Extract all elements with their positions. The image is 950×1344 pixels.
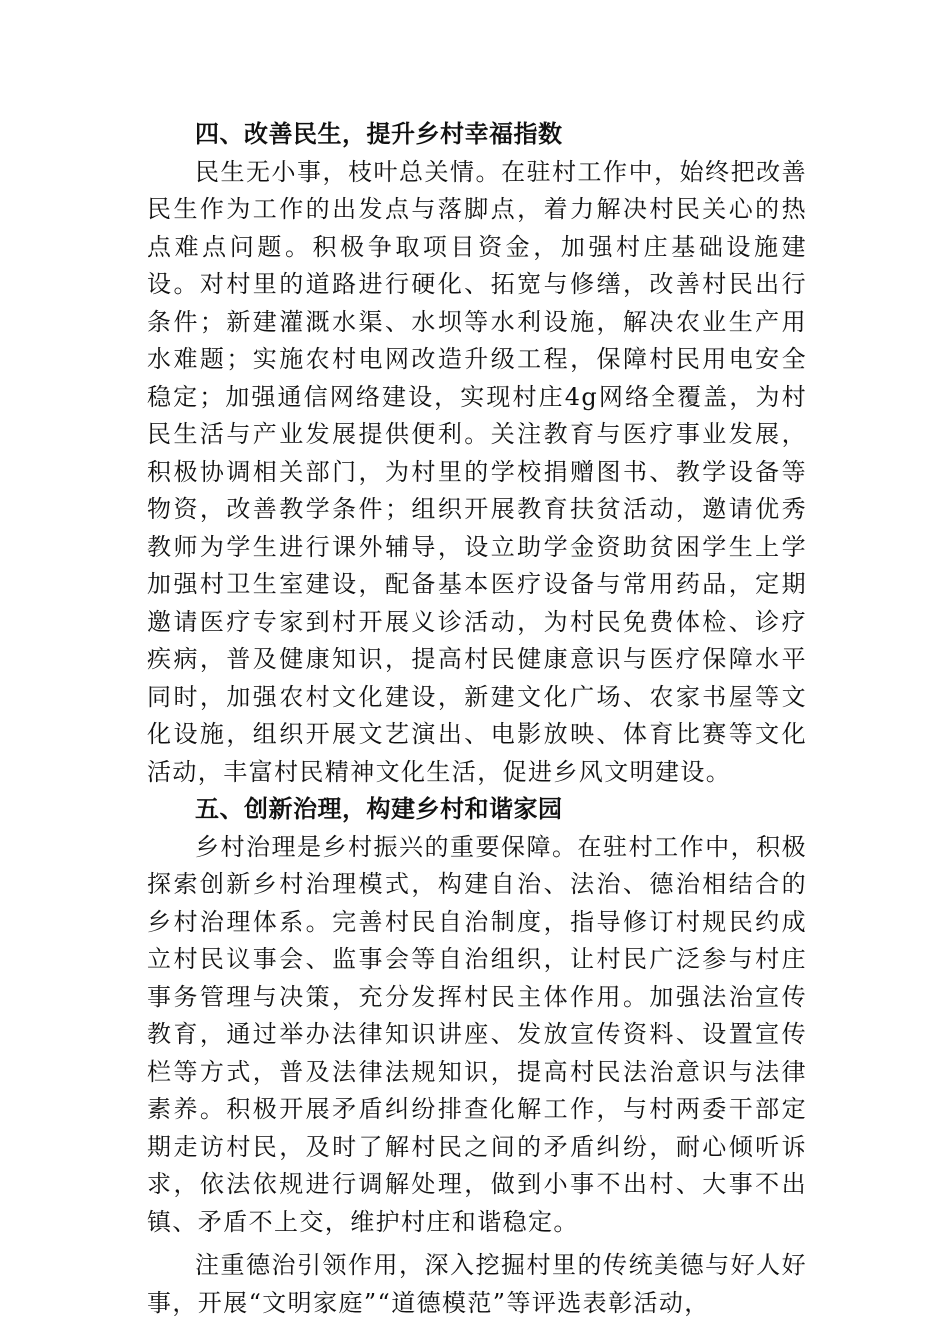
section-five-heading: 五、创新治理，构建乡村和谐家园 <box>195 795 563 823</box>
document-body <box>147 116 807 1322</box>
section-five-paragraph-2: 注重德治引领作用，深入挖掘村里的传统美德与好人好事，开展“文明家庭”“道德模范”等评选表彰活动， <box>147 1251 807 1317</box>
section-five-paragraph-1: 乡村治理是乡村振兴的重要保障。在驻村工作中，积极探索创新乡村治理模式，构建自治、法治、德治相结合的乡村治理体系。完善村民自治制度，指导修订村规民约成立村民议事会、监事会等自治组织，让村民广泛参与村庄事务管理与决策，充分发挥村民主体作用。加强法治宣传教育，通过举办法律知识讲座、发放宣传资料、设置宣传栏等方式，普及法律法规知识，提高村民法治意识与法律素养。积极开展矛盾纠纷排查化解工作，与村两委干部定期走访村民，及时了解村民之间的矛盾纠纷，耐心倾听诉求，依法依规进行调解处理，做到小事不出村、大事不出镇、矛盾不上交，维护村庄和谐稳定。 <box>147 832 807 1236</box>
section-four-heading: 四、改善民生，提升乡村幸福指数 <box>195 120 563 148</box>
section-four-paragraph: 民生无小事，枝叶总关情。在驻村工作中，始终把改善民生作为工作的出发点与落脚点，着力解决村民关心的热点难点问题。积极争取项目资金，加强村庄基础设施建设。对村里的道路进行硬化、拓宽与修缮，改善村民出行条件；新建灌溉水渠、水坝等水利设施，解决农业生产用水难题；实施农村电网改造升级工程，保障村民用电安全稳定；加强通信网络建设，实现村庄4g网络全覆盖，为村民生活与产业发展提供便利。关注教育与医疗事业发展，积极协调相关部门，为村里的学校捐赠图书、教学设备等物资，改善教学条件；组织开展教育扶贫活动，邀请优秀教师为学生进行课外辅导，设立助学金资助贫困学生上学加强村卫生室建设，配备基本医疗设备与常用药品，定期邀请医疗专家到村开展义诊活动，为村民免费体检、诊疗疾病，普及健康知识，提高村民健康意识与医疗保障水平同时，加强农村文化建设，新建文化广场、农家书屋等文化设施，组织开展文艺演出、电影放映、体育比赛等文化活动，丰富村民精神文化生活，促进乡风文明建设。 <box>147 157 807 786</box>
